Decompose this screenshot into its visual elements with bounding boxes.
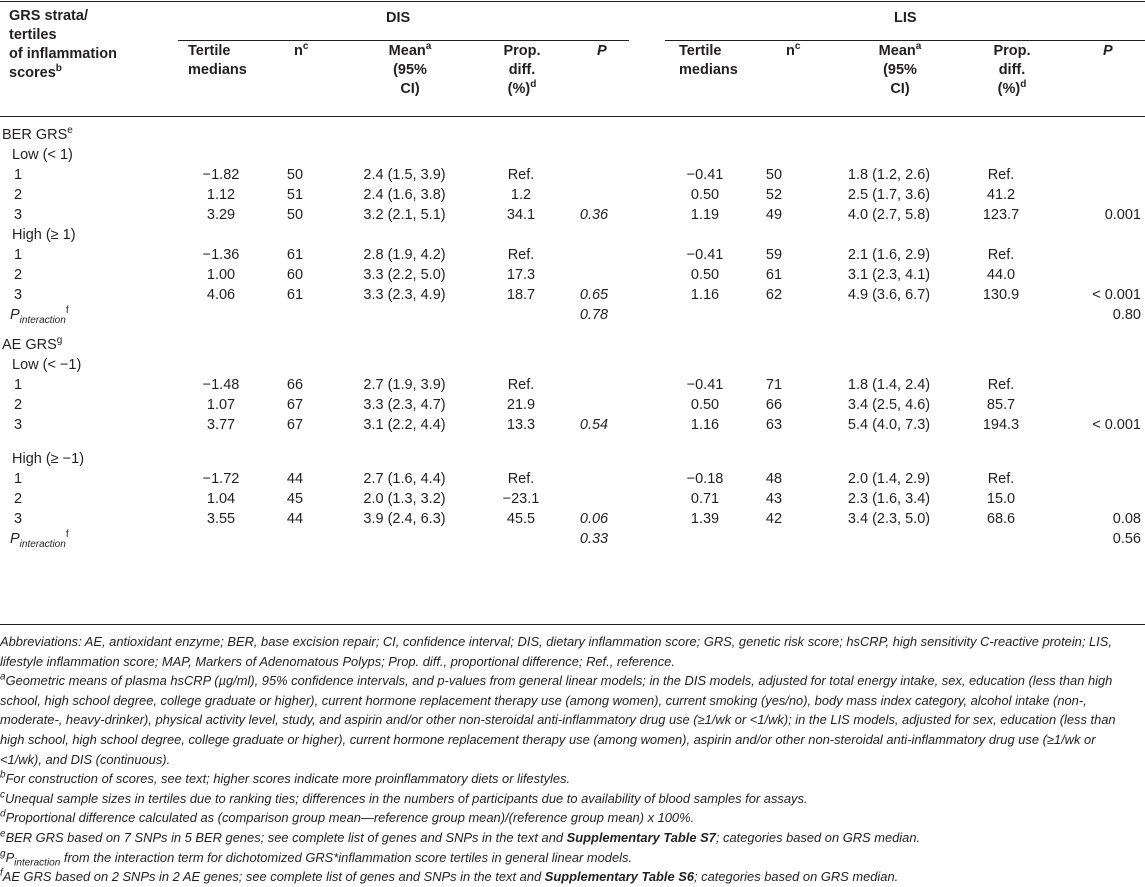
table-footnotes	[0, 632, 1140, 887]
top-rule	[0, 1, 1145, 2]
results-table	[0, 3, 1145, 549]
bottom-rule	[0, 624, 1145, 625]
dis-prop-header: Prop. diff. (%)$^d$	[503, 43, 541, 97]
table-row: 1 −1.36 61 2.8 (1.9, 4.2) Ref. −0.41 59 2.1 (1.6, 2.9) Ref.	[14, 247, 1015, 263]
lis-prop-header: Prop. diff. (%)$^d$	[993, 43, 1031, 97]
lis-p-header: P	[1103, 43, 1113, 59]
stratum-row: High (≥ 1)	[12, 227, 76, 243]
footnote-abbreviations: Abbreviations: AE, antioxidant enzyme; BER, base excision repair; CI, confidence interval; DIS, dietary inflammation score; GRS, genetic risk score; hsCRP, high sensitivity C-reactive protein; LIS, lifestyle inflammation score; MAP, Markers of Adenomatous Polyps; Prop. diff., proportional difference; Ref., reference.	[0, 634, 1112, 669]
footnote-b: $^b$For construction of scores, see text; higher scores indicate more proinflammatory diets or lifestyles.	[0, 769, 571, 787]
section-title: AE GRS	[2, 337, 57, 353]
dis-mean-header: Mean$^a$ (95% CI)	[388, 41, 432, 97]
supplementary-table-s7-ref: Supplementary Table S7	[566, 829, 716, 845]
lis-n-header: $n^c$	[786, 41, 801, 59]
stratum-row: Low (< 1)	[12, 147, 73, 163]
dis-p-header: P	[597, 43, 607, 59]
table-row: 3 3.77 67 3.1 (2.2, 4.4) 13.3 0.54 1.16 63 5.4 (4.0, 7.3) 194.3 < 0.001	[14, 417, 1141, 433]
table-row: 2 1.04 45 2.0 (1.3, 3.2) −23.1 0.71 43 2.3 (1.6, 3.4) 15.0	[14, 491, 1016, 507]
lis-tertile-header: Tertile medians	[679, 43, 738, 78]
footnote-a: $^a$Geometric means of plasma hsCRP (µg/ml), 95% confidence intervals, and p-values from general linear models; in the DIS models, adjusted for total energy intake, sex, education (less than high school, high school degree, college graduate or higher), current hormone replacement therapy use (among women), current smoking (yes/no), body mass index category, alcohol intake (non-, moderate-, heavy-drinker), physical activity level, study, and aspirin and/or other non-steroidal anti-inflammatory drug use (≥1/wk or <1/wk); in the LIS models, adjusted for sex, education (less than high school, high school degree, college graduate or higher), current hormone replacement therapy use (among women), aspirin and/or other non-steroidal anti-inflammatory drug use (≥1/wk or <1/wk), and DIS (continuous).	[0, 671, 1116, 767]
footnote-g: $^gP_{interaction}$ from the interaction term for dichotomized GRS*inflammation score tertiles in general linear models.	[0, 848, 633, 869]
dis-n-header: $n^c$	[294, 41, 309, 59]
section-title: BER GRS	[2, 127, 68, 143]
dis-group-header: DIS	[386, 10, 411, 26]
footnote-c: $^c$Unequal sample sizes in tertiles due to ranking ties; differences in the numbers of participants due to availability of blood samples for assays.	[0, 789, 808, 806]
table-row: 3 4.06 61 3.3 (2.3, 4.9) 18.7 0.65 1.16 62 4.9 (3.6, 6.7) 130.9 < 0.001	[14, 287, 1141, 303]
p-interaction-row: $P_{interaction}^f$ 0.33 0.56	[10, 529, 1141, 550]
footnote-e: $^e$BER GRS based on 7 SNPs in 5 BER genes; see complete list of genes and SNPs in the text and Supplementary Table S7; categories based on GRS median.	[0, 828, 921, 845]
stratum-row: Low (< −1)	[12, 357, 82, 373]
footnote-f: $^f$AE GRS based on 2 SNPs in 2 AE genes; see complete list of genes and SNPs in the text and Supplementary Table S6; categories based on GRS median.	[0, 867, 899, 885]
table-row: 3 3.29 50 3.2 (2.1, 5.1) 34.1 0.36 1.19 49 4.0 (2.7, 5.8) 123.7 0.001	[14, 207, 1141, 223]
lis-group-header: LIS	[894, 10, 917, 26]
p-interaction-row: $P_{interaction}^f$ 0.78 0.80	[10, 305, 1141, 326]
table-row: 1 −1.48 66 2.7 (1.9, 3.9) Ref. −0.41 71 1.8 (1.4, 2.4) Ref.	[14, 377, 1015, 393]
stratum-row: High (≥ −1)	[12, 451, 85, 467]
section-row: AE GRS$^g$	[2, 335, 63, 353]
dis-tertile-header: Tertile medians	[188, 43, 247, 78]
first-column-header: GRS strata/ tertiles of inflammation scores$^b$	[9, 8, 117, 81]
table-row: 3 3.55 44 3.9 (2.4, 6.3) 45.5 0.06 1.39 42 3.4 (2.3, 5.0) 68.6 0.08	[14, 511, 1141, 527]
table-row: 1 −1.82 50 2.4 (1.5, 3.9) Ref. −0.41 50 1.8 (1.2, 2.6) Ref.	[14, 167, 1015, 183]
table-row: 2 1.07 67 3.3 (2.3, 4.7) 21.9 0.50 66 3.4 (2.5, 4.6) 85.7	[14, 397, 1016, 413]
header-spacer	[0, 3, 1145, 117]
table-row: 2 1.00 60 3.3 (2.2, 5.0) 17.3 0.50 61 3.1 (2.3, 4.1) 44.0	[14, 267, 1016, 283]
section-row: BER GRS$^e$	[2, 125, 73, 143]
table-row: 2 1.12 51 2.4 (1.6, 3.8) 1.2 0.50 52 2.5 (1.7, 3.6) 41.2	[14, 187, 1016, 203]
lis-mean-header: Mean$^a$ (95% CI)	[878, 41, 922, 97]
table-row: 1 −1.72 44 2.7 (1.6, 4.4) Ref. −0.18 48 2.0 (1.4, 2.9) Ref.	[14, 471, 1015, 487]
supplementary-table-s6-ref: Supplementary Table S6	[544, 869, 694, 885]
footnote-d: $^d$Proportional difference calculated as (comparison group mean—reference group mean)/(reference group mean) x 100%.	[0, 809, 695, 826]
